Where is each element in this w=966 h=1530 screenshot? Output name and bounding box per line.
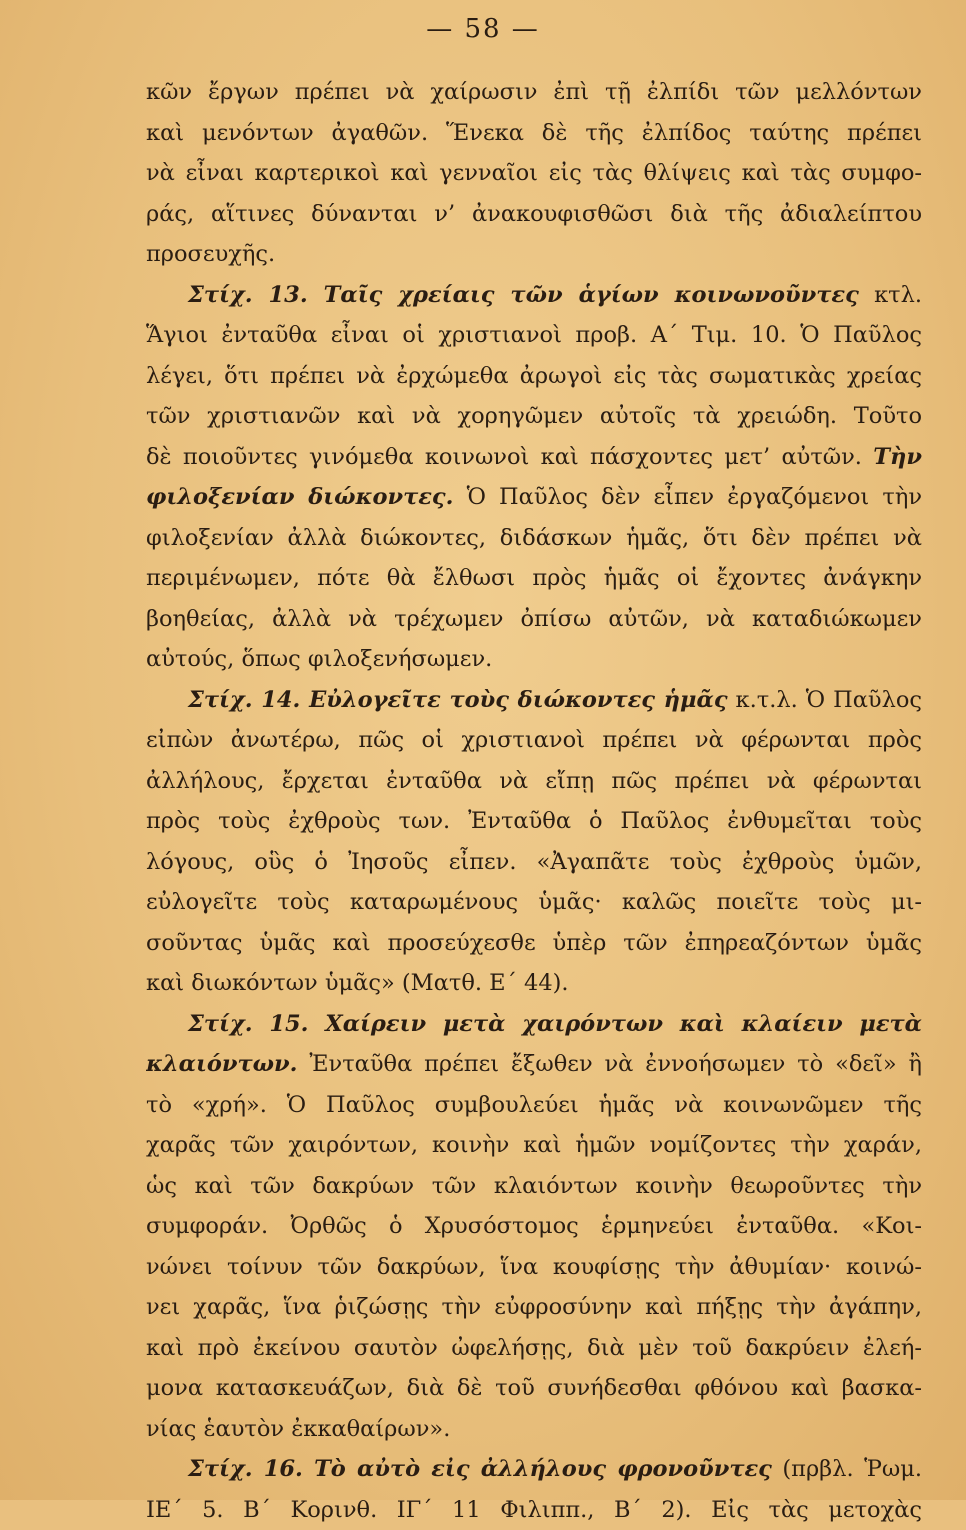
text-line: Ἅγιοι ἐνταῦθα εἶναι οἱ χριστιανοὶ προβ. Α΄ Τιμ. 10. Ὁ Παῦλος	[146, 315, 922, 356]
text-line: συμφοράν. Ὀρθῶς ὁ Χρυσόστομος ἑρμηνεύει ἐνταῦθα. «Κοι-	[146, 1206, 922, 1247]
text-line: τῶν χριστιανῶν καὶ νὰ χορηγῶμεν αὐτοῖς τὰ χρειώδη. Τοῦτο	[146, 396, 922, 437]
text-line: βοηθείας, ἀλλὰ νὰ τρέχωμεν ὀπίσω αὐτῶν, νὰ καταδιώκωμεν	[146, 599, 922, 640]
page-number: — 58 —	[0, 14, 966, 44]
text-line: καὶ μενόντων ἀγαθῶν. Ἕνεκα δὲ τῆς ἐλπίδος ταύτης πρέπει	[146, 113, 922, 154]
text-line: νώνει τοίνυν τῶν δακρύων, ἵνα κουφίσῃς τὴν ἀθυμίαν· κοινώ-	[146, 1247, 922, 1288]
text-line: πρὸς τοὺς ἐχθροὺς των. Ἐνταῦθα ὁ Παῦλος ἐνθυμεῖται τοὺς	[146, 801, 922, 842]
verse-16-heading: Στίχ. 16. Τὸ αὐτὸ εἰς ἀλλήλους φρονοῦντες	[188, 1456, 772, 1482]
text-line	[146, 1044, 922, 1085]
verse-14-heading-tail: κ.τ.λ. Ὁ Παῦλος	[728, 687, 922, 713]
text-line: ὡς καὶ τῶν δακρύων τῶν κλαιόντων κοινὴν θεωροῦντες τὴν	[146, 1166, 922, 1207]
text-line: κῶν ἔργων πρέπει νὰ χαίρωσιν ἐπὶ τῇ ἐλπίδι τῶν μελλόντων	[146, 72, 922, 113]
text-line: λόγους, οὓς ὁ Ἰησοῦς εἶπεν. «Ἀγαπᾶτε τοὺς ἐχθροὺς ὑμῶν,	[146, 842, 922, 883]
verse-15-heading: Στίχ. 15. Χαίρειν μετὰ χαιρόντων καὶ κλαίειν μετὰ	[188, 1011, 922, 1037]
page-text	[146, 72, 922, 1530]
text-line: εἰπὼν ἀνωτέρω, πῶς οἱ χριστιανοὶ πρέπει νὰ φέρωνται πρὸς	[146, 720, 922, 761]
verse-14-heading: Στίχ. 14. Εὐλογεῖτε τοὺς διώκοντες ἡμᾶς	[188, 687, 728, 713]
text-line: νίας ἑαυτὸν ἐκκαθαίρων».	[146, 1409, 922, 1450]
text-line: αὐτούς, ὅπως φιλοξενήσωμεν.	[146, 639, 922, 680]
text-line: φιλοξενίαν ἀλλὰ διώκοντες, διδάσκων ἡμᾶς, ὅτι δὲν πρέπει νὰ	[146, 518, 922, 559]
verse-15-heading-line	[146, 1004, 922, 1045]
verse-13-heading-tail: κτλ.	[859, 282, 922, 308]
verse-13-heading-line	[146, 275, 922, 316]
text-line: τὸ «χρή». Ὁ Παῦλος συμβουλεύει ἡμᾶς νὰ κοινωνῶμεν τῆς	[146, 1085, 922, 1126]
text-span: Ἐνταῦθα πρέπει ἔξωθεν νὰ ἐννοήσωμεν τὸ «δεῖ» ἢ	[297, 1051, 922, 1077]
text-line: ράς, αἵτινες δύνανται ν’ ἀνακουφισθῶσι διὰ τῆς ἀδιαλείπτου	[146, 194, 922, 235]
text-line: καὶ πρὸ ἐκείνου σαυτὸν ὠφελήσῃς, διὰ μὲν τοῦ δακρύειν ἐλεή-	[146, 1328, 922, 1369]
text-emphasis: Τὴν	[873, 444, 922, 470]
text-line: περιμένωμεν, πότε θὰ ἔλθωσι πρὸς ἡμᾶς οἱ ἔχοντες ἀνάγκην	[146, 558, 922, 599]
verse-14-heading-line	[146, 680, 922, 721]
verse-16-heading-line	[146, 1449, 922, 1490]
text-emphasis: φιλοξενίαν διώκοντες.	[146, 484, 453, 510]
text-line: νὰ εἶναι καρτερικοὶ καὶ γενναῖοι εἰς τὰς θλίψεις καὶ τὰς συμφο-	[146, 153, 922, 194]
text-line: σοῦντας ὑμᾶς καὶ προσεύχεσθε ὑπὲρ τῶν ἐπηρεαζόντων ὑμᾶς	[146, 923, 922, 964]
text-line	[146, 437, 922, 478]
text-line: ἀλλήλους, ἔρχεται ἐνταῦθα νὰ εἴπῃ πῶς πρέπει νὰ φέρωνται	[146, 761, 922, 802]
verse-16-heading-tail: (πρβλ. Ῥωμ.	[772, 1456, 922, 1482]
text-line: ΙΕ΄ 5. Β΄ Κορινθ. ΙΓ΄ 11 Φιλιππ., Β΄ 2). Εἰς τὰς μετοχὰς	[146, 1490, 922, 1530]
text-line	[146, 477, 922, 518]
verse-13-heading: Στίχ. 13. Ταῖς χρείαις τῶν ἁγίων κοινωνοῦντες	[188, 282, 859, 308]
text-line: καὶ διωκόντων ὑμᾶς» (Ματθ. Ε΄ 44).	[146, 963, 922, 1004]
text-line: εὐλογεῖτε τοὺς καταρωμένους ὑμᾶς· καλῶς ποιεῖτε τοὺς μι-	[146, 882, 922, 923]
text-line: προσευχῆς.	[146, 234, 922, 275]
text-span: Ὁ Παῦλος δὲν εἶπεν ἐργαζόμενοι τὴν	[453, 484, 922, 510]
text-span: δὲ ποιοῦντες γινόμεθα κοινωνοὶ καὶ πάσχοντες μετ’ αὐτῶν.	[146, 444, 873, 470]
text-line: μονα κατασκευάζων, διὰ δὲ τοῦ συνήδεσθαι φθόνου καὶ βασκα-	[146, 1368, 922, 1409]
text-line: χαρᾶς τῶν χαιρόντων, κοινὴν καὶ ἡμῶν νομίζοντες τὴν χαράν,	[146, 1125, 922, 1166]
text-line: νει χαρᾶς, ἵνα ῥιζώσῃς τὴν εὐφροσύνην καὶ πήξῃς τὴν ἀγάπην,	[146, 1287, 922, 1328]
text-emphasis: κλαιόντων.	[146, 1051, 297, 1077]
text-line: λέγει, ὅτι πρέπει νὰ ἐρχώμεθα ἀρωγοὶ εἰς τὰς σωματικὰς χρείας	[146, 356, 922, 397]
